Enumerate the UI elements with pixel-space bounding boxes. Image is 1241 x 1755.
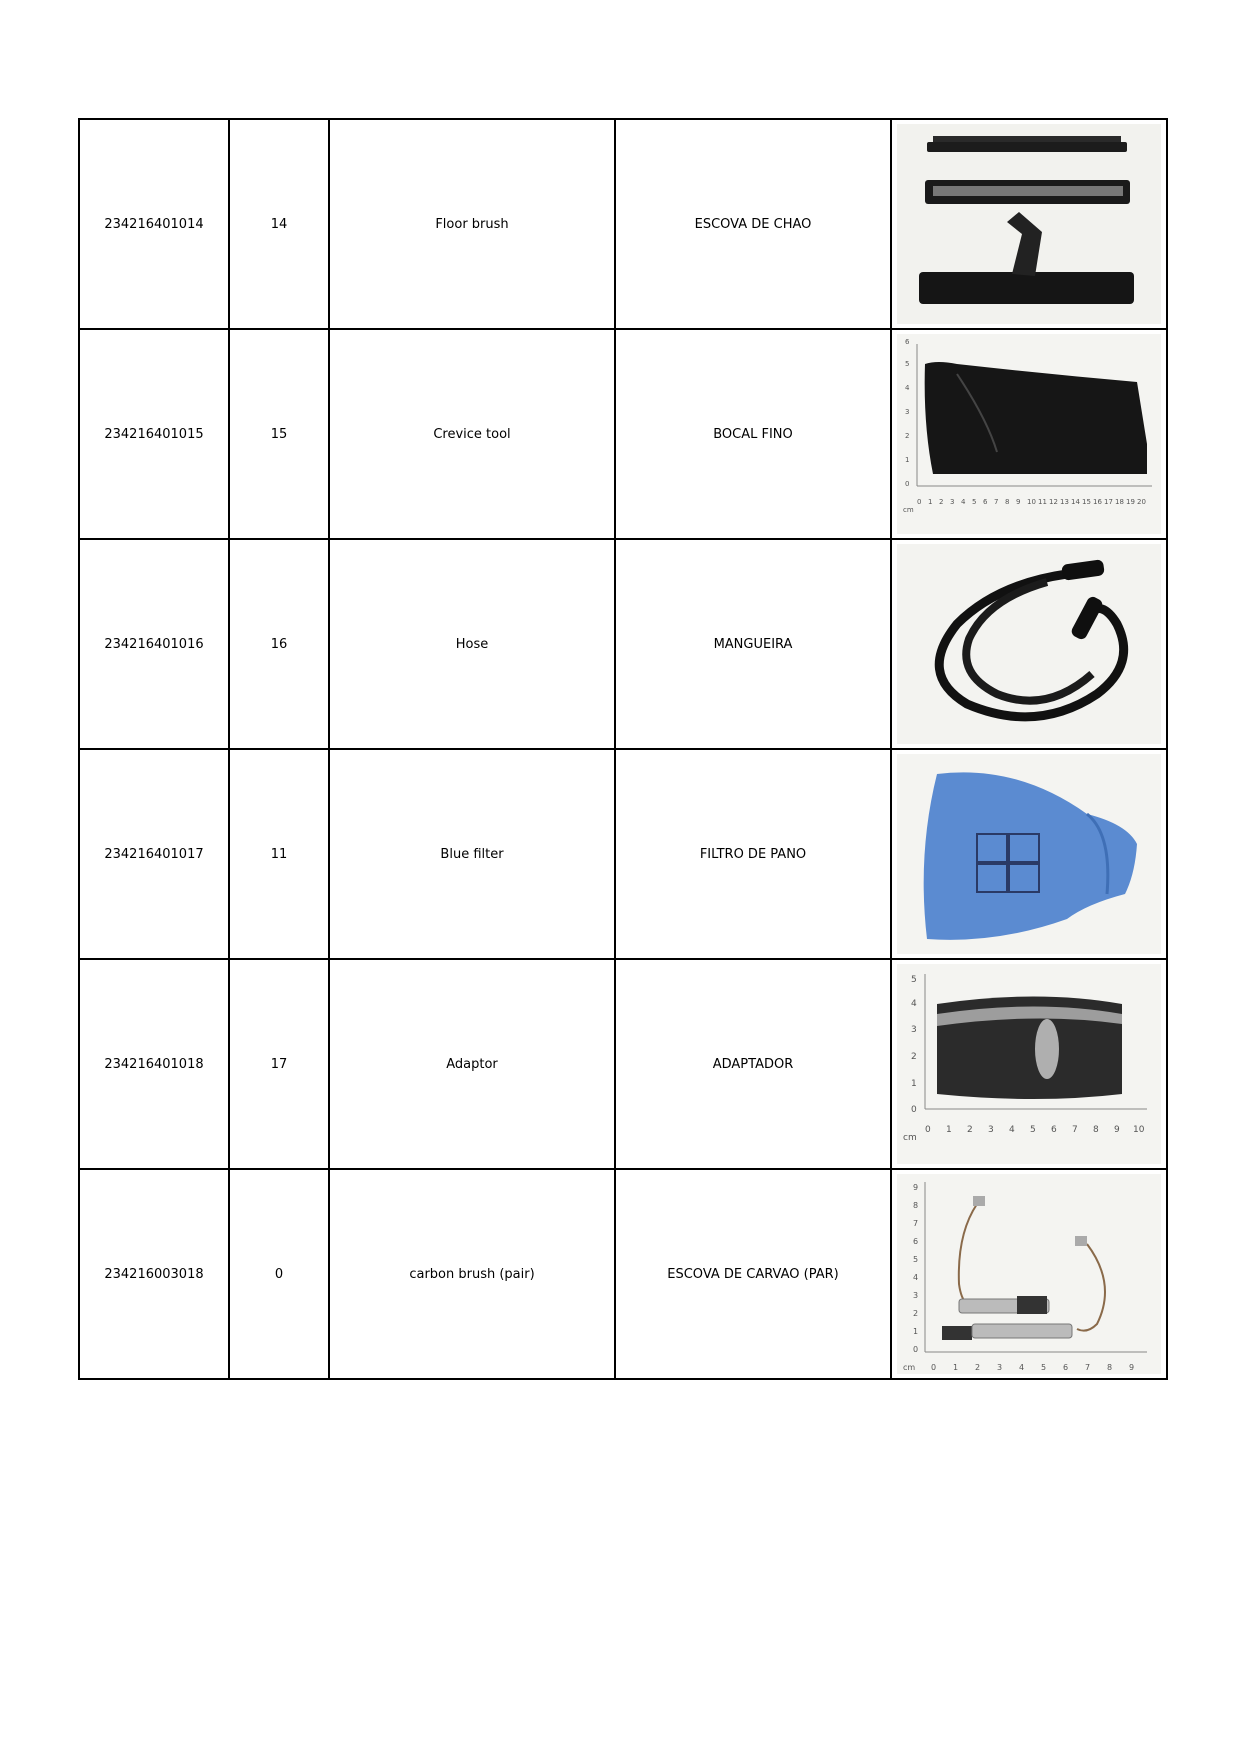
ruler-x-tick: 2 bbox=[967, 1125, 973, 1135]
ruler-x-tick: 11 bbox=[1038, 498, 1047, 506]
part-number-cell: 234216401017 bbox=[79, 749, 229, 959]
ruler-x-tick: 8 bbox=[1093, 1125, 1099, 1135]
ruler-x-tick: 4 bbox=[1009, 1125, 1015, 1135]
ruler-y-tick: 9 bbox=[913, 1183, 919, 1192]
carbon-brush-photo bbox=[897, 1174, 1161, 1374]
photo-cell bbox=[891, 119, 1167, 329]
position-cell: 15 bbox=[229, 329, 329, 539]
ruler-y-tick: 6 bbox=[905, 338, 910, 346]
english-name-cell: Floor brush bbox=[329, 119, 615, 329]
ruler-x-tick: 8 bbox=[1107, 1363, 1113, 1372]
table-row bbox=[79, 119, 1167, 329]
ruler-y-tick: 5 bbox=[913, 1255, 919, 1264]
table-row bbox=[79, 1169, 1167, 1379]
portuguese-name-cell: ESCOVA DE CARVAO (PAR) bbox=[615, 1169, 891, 1379]
english-name-cell: Hose bbox=[329, 539, 615, 749]
ruler-x-tick: 13 bbox=[1060, 498, 1069, 506]
photo-cell bbox=[891, 959, 1167, 1169]
floor-brush-photo bbox=[897, 124, 1161, 324]
ruler-x-tick: 6 bbox=[1051, 1125, 1057, 1135]
ruler-x-tick: 10 bbox=[1027, 498, 1036, 506]
ruler-x-label: cm bbox=[903, 1133, 917, 1143]
ruler-x-tick: 20 bbox=[1137, 498, 1146, 506]
position-cell: 11 bbox=[229, 749, 329, 959]
ruler-x-tick: 10 bbox=[1133, 1125, 1145, 1135]
ruler-y-tick: 8 bbox=[913, 1201, 919, 1210]
ruler-x-tick: 6 bbox=[983, 498, 988, 506]
ruler-x-tick: 14 bbox=[1071, 498, 1080, 506]
ruler-x-tick: 3 bbox=[997, 1363, 1003, 1372]
hose-photo bbox=[897, 544, 1161, 744]
english-name-cell: Blue filter bbox=[329, 749, 615, 959]
ruler-y-tick: 1 bbox=[905, 456, 910, 464]
part-number-cell: 234216401016 bbox=[79, 539, 229, 749]
portuguese-name-cell: ADAPTADOR bbox=[615, 959, 891, 1169]
ruler-y-tick: 5 bbox=[911, 975, 917, 985]
ruler-y-tick: 4 bbox=[913, 1273, 919, 1282]
crevice-tool-photo bbox=[897, 334, 1161, 534]
ruler-y-tick: 4 bbox=[911, 999, 917, 1009]
ruler-y-tick: 6 bbox=[913, 1237, 919, 1246]
ruler-x-tick: 2 bbox=[975, 1363, 981, 1372]
ruler-x-tick: 0 bbox=[931, 1363, 937, 1372]
position-cell: 14 bbox=[229, 119, 329, 329]
ruler-x-tick: 2 bbox=[939, 498, 944, 506]
ruler-x-label: cm bbox=[903, 1363, 916, 1372]
ruler-y-tick: 5 bbox=[905, 360, 910, 368]
photo-cell bbox=[891, 749, 1167, 959]
ruler-x-tick: 7 bbox=[1085, 1363, 1091, 1372]
position-cell: 0 bbox=[229, 1169, 329, 1379]
ruler-y-tick: 4 bbox=[905, 384, 910, 392]
ruler-x-tick: 6 bbox=[1063, 1363, 1069, 1372]
ruler-y-tick: 3 bbox=[913, 1291, 919, 1300]
part-number-cell: 234216003018 bbox=[79, 1169, 229, 1379]
ruler-x-tick: 0 bbox=[917, 498, 922, 506]
ruler-x-tick: 17 bbox=[1104, 498, 1113, 506]
ruler-y-tick: 2 bbox=[911, 1052, 917, 1062]
ruler-y-tick: 2 bbox=[913, 1309, 919, 1318]
ruler-x-tick: 19 bbox=[1126, 498, 1135, 506]
ruler-x-tick: 4 bbox=[961, 498, 966, 506]
ruler-x-tick: 5 bbox=[972, 498, 977, 506]
ruler-x-tick: 3 bbox=[988, 1125, 994, 1135]
ruler-x-tick: 4 bbox=[1019, 1363, 1025, 1372]
ruler-y-tick: 0 bbox=[911, 1105, 917, 1115]
portuguese-name-cell: ESCOVA DE CHAO bbox=[615, 119, 891, 329]
ruler-y-tick: 0 bbox=[913, 1345, 919, 1354]
table-row bbox=[79, 749, 1167, 959]
table-row bbox=[79, 539, 1167, 749]
photo-cell bbox=[891, 329, 1167, 539]
ruler-x-tick: 16 bbox=[1093, 498, 1102, 506]
adaptor-photo bbox=[897, 964, 1161, 1164]
ruler-y-tick: 1 bbox=[913, 1327, 919, 1336]
ruler-y-tick: 3 bbox=[905, 408, 910, 416]
english-name-cell: Adaptor bbox=[329, 959, 615, 1169]
ruler-y-tick: 3 bbox=[911, 1025, 917, 1035]
part-number-cell: 234216401015 bbox=[79, 329, 229, 539]
table-row bbox=[79, 959, 1167, 1169]
ruler-x-tick: 1 bbox=[946, 1125, 952, 1135]
ruler-x-tick: 18 bbox=[1115, 498, 1124, 506]
parts-table bbox=[78, 118, 1168, 1380]
table-row bbox=[79, 329, 1167, 539]
ruler-x-tick: 1 bbox=[928, 498, 933, 506]
ruler-y-tick: 7 bbox=[913, 1219, 919, 1228]
photo-cell bbox=[891, 539, 1167, 749]
position-cell: 17 bbox=[229, 959, 329, 1169]
ruler-x-tick: 1 bbox=[953, 1363, 959, 1372]
portuguese-name-cell: MANGUEIRA bbox=[615, 539, 891, 749]
english-name-cell: Crevice tool bbox=[329, 329, 615, 539]
blue-filter-photo bbox=[897, 754, 1161, 954]
ruler-x-label: cm bbox=[903, 506, 914, 514]
ruler-x-tick: 0 bbox=[925, 1125, 931, 1135]
part-number-cell: 234216401014 bbox=[79, 119, 229, 329]
ruler-y-tick: 1 bbox=[911, 1079, 917, 1089]
english-name-cell: carbon brush (pair) bbox=[329, 1169, 615, 1379]
ruler-y-tick: 0 bbox=[905, 480, 910, 488]
ruler-x-tick: 9 bbox=[1114, 1125, 1120, 1135]
ruler-x-tick: 8 bbox=[1005, 498, 1010, 506]
ruler-x-tick: 12 bbox=[1049, 498, 1058, 506]
ruler-x-tick: 9 bbox=[1016, 498, 1021, 506]
ruler-x-tick: 7 bbox=[994, 498, 999, 506]
portuguese-name-cell: FILTRO DE PANO bbox=[615, 749, 891, 959]
ruler-x-tick: 5 bbox=[1041, 1363, 1047, 1372]
ruler-y-tick: 2 bbox=[905, 432, 910, 440]
ruler-x-tick: 5 bbox=[1030, 1125, 1036, 1135]
position-cell: 16 bbox=[229, 539, 329, 749]
part-number-cell: 234216401018 bbox=[79, 959, 229, 1169]
photo-cell bbox=[891, 1169, 1167, 1379]
ruler-x-tick: 3 bbox=[950, 498, 955, 506]
ruler-x-tick: 9 bbox=[1129, 1363, 1135, 1372]
ruler-x-tick: 7 bbox=[1072, 1125, 1078, 1135]
ruler-x-tick: 15 bbox=[1082, 498, 1091, 506]
portuguese-name-cell: BOCAL FINO bbox=[615, 329, 891, 539]
